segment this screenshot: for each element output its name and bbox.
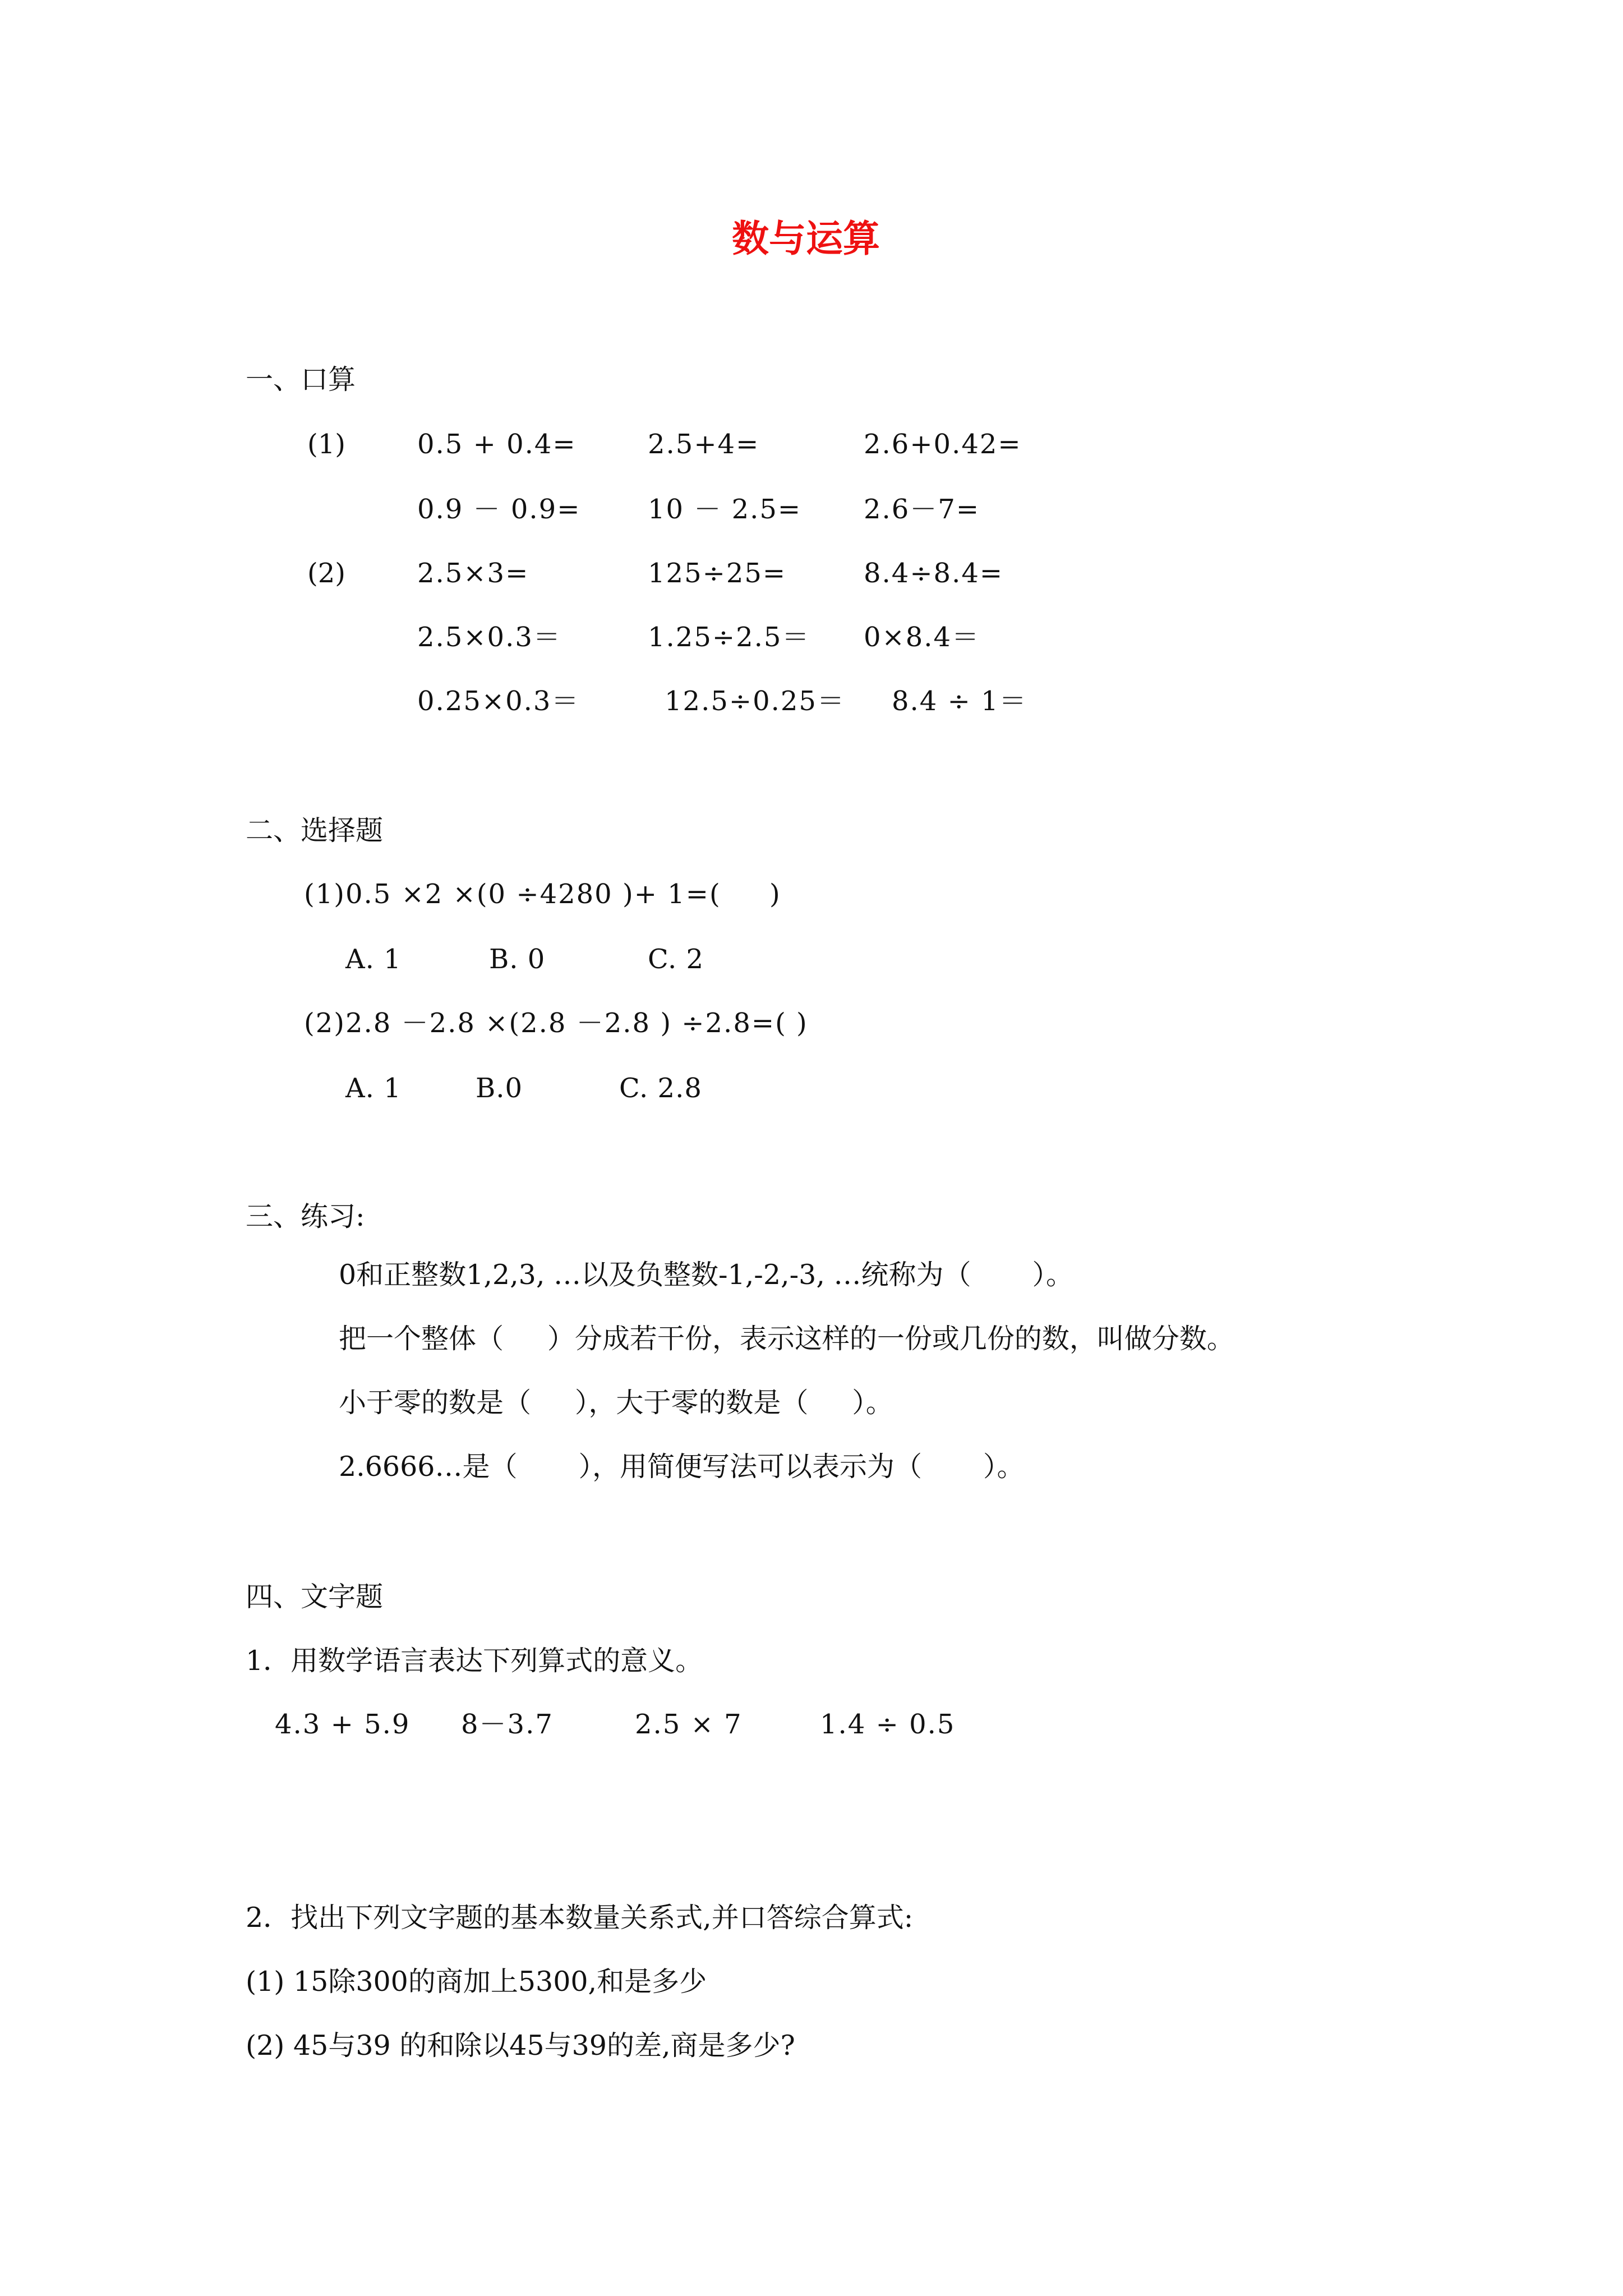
choice-question-2: (2)2.8 －2.8 ×(2.8 －2.8 ) ÷2.8=( ) xyxy=(304,1007,808,1039)
calc-item: 2.5×0.3＝ xyxy=(417,622,561,653)
group-label-1: (1) xyxy=(307,429,345,460)
calc-item: 0.5 + 0.4= xyxy=(417,429,577,460)
choice-option-a: A. 1 xyxy=(345,1073,402,1104)
calc-item: 0×8.4＝ xyxy=(864,622,980,653)
calc-item: 0.25×0.3＝ xyxy=(417,685,580,717)
fill-blank-item: 小于零的数是（ ），大于零的数是（ ）。 xyxy=(339,1387,893,1419)
section-heading-choice: 二、选择题 xyxy=(246,815,384,846)
choice-option-c: C. 2.8 xyxy=(619,1073,702,1104)
calc-item: 2.5×3= xyxy=(417,558,529,589)
calc-item: 2.6+0.42= xyxy=(864,429,1022,460)
section-heading-word-problems: 四、文字题 xyxy=(246,1581,384,1613)
choice-question-1: (1)0.5 ×2 ×(0 ÷4280 )+ 1=( ) xyxy=(304,878,781,910)
fill-blank-item: 把一个整体（ ）分成若干份，表示这样的一份或几份的数，叫做分数。 xyxy=(339,1323,1234,1355)
calc-item: 12.5÷0.25＝ xyxy=(665,685,845,717)
choice-option-b: B. 0 xyxy=(489,944,546,975)
expression-item: 2.5 × 7 xyxy=(635,1709,743,1740)
expression-item: 1.4 ÷ 0.5 xyxy=(820,1709,956,1740)
choice-option-a: A. 1 xyxy=(345,944,402,975)
calc-item: 2.5+4= xyxy=(648,429,760,460)
calc-item: 10 － 2.5= xyxy=(648,494,802,525)
fill-blank-item: 2.6666…是（ ），用简便写法可以表示为（ ）。 xyxy=(339,1451,1025,1483)
choice-option-b: B.0 xyxy=(476,1073,523,1104)
section-heading-practice: 三、练习: xyxy=(246,1200,365,1232)
calc-item: 8.4÷8.4= xyxy=(864,558,1004,589)
calc-item: 0.9 － 0.9= xyxy=(417,494,581,525)
group-label-2: (2) xyxy=(307,558,345,589)
calc-item: 2.6－7= xyxy=(864,494,980,525)
word-sub-question: (2) 45与39 的和除以45与39的差,商是多少? xyxy=(246,2030,795,2062)
page-title: 数与运算 xyxy=(732,217,880,260)
fill-blank-item: 0和正整数1,2,3, …以及负整数-1,-2,-3, …统称为（ ）。 xyxy=(339,1259,1074,1291)
choice-option-c: C. 2 xyxy=(648,944,704,975)
calc-item: 8.4 ÷ 1＝ xyxy=(892,685,1027,717)
expression-item: 4.3 + 5.9 xyxy=(275,1709,411,1740)
calc-item: 125÷25= xyxy=(648,558,787,589)
word-question-2: 2．找出下列文字题的基本数量关系式,并口答综合算式: xyxy=(246,1902,914,1934)
section-heading-oral-calc: 一、口算 xyxy=(246,364,356,395)
calc-item: 1.25÷2.5＝ xyxy=(648,622,810,653)
word-sub-question: (1) 15除300的商加上5300,和是多少 xyxy=(246,1966,707,1998)
expression-item: 8－3.7 xyxy=(461,1709,554,1740)
word-question-1: 1．用数学语言表达下列算式的意义。 xyxy=(246,1645,703,1677)
